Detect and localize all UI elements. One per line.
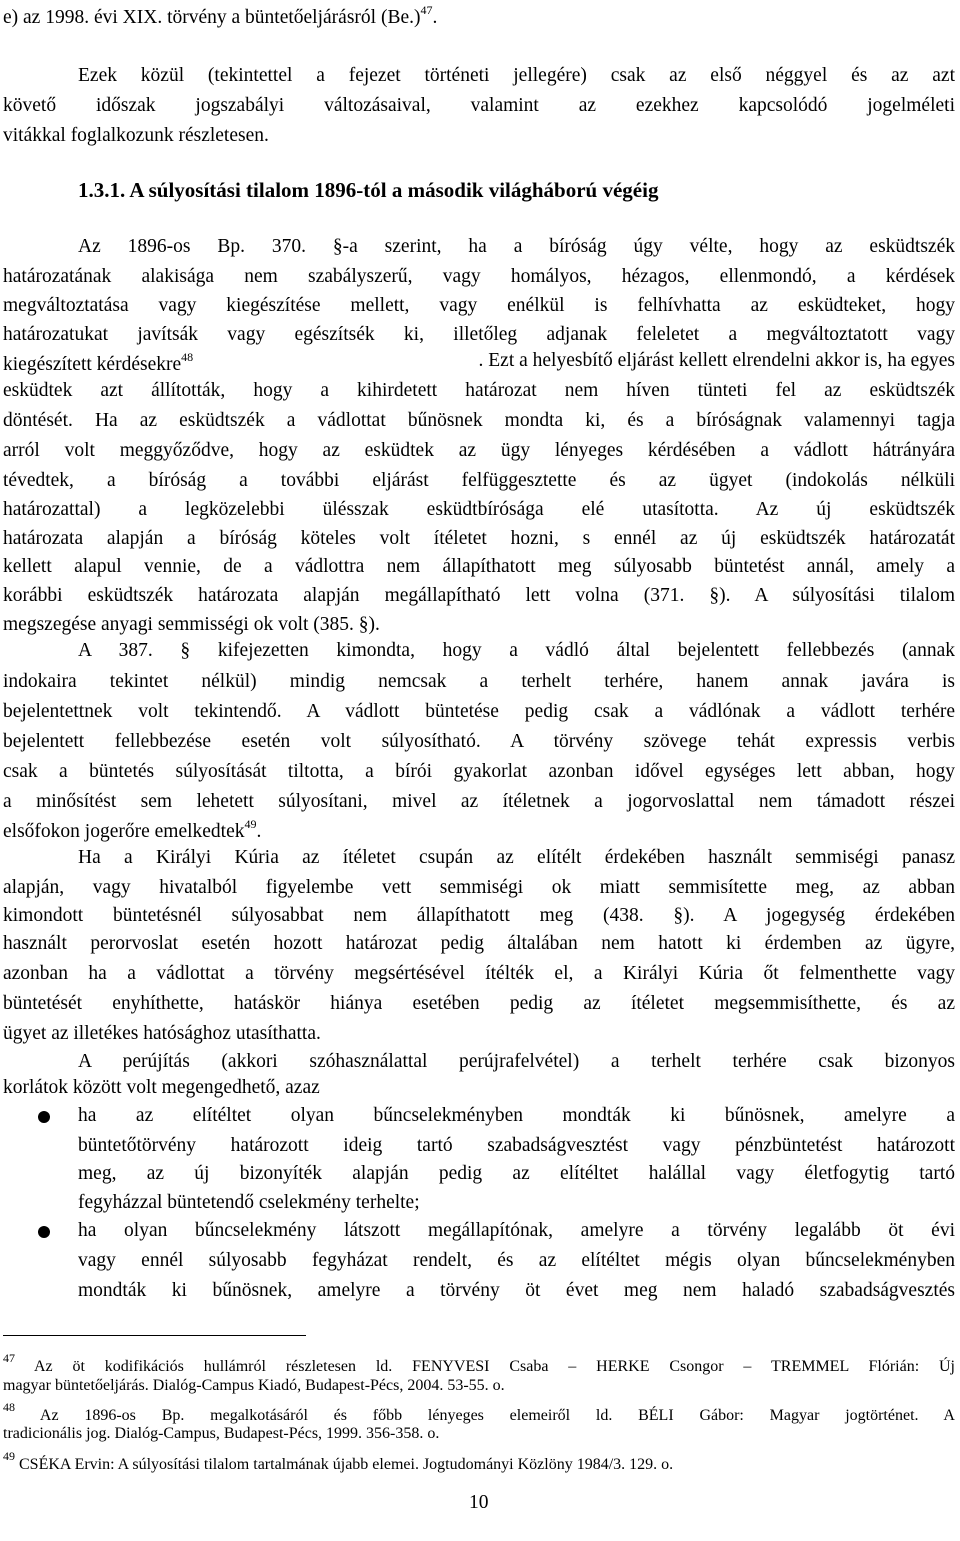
paragraph-line: Az 1896-os Bp. 370. §-a szerint, ha a bíróság úgy vélte, hogy az esküdtszék	[78, 236, 955, 257]
bullet-icon	[38, 1111, 50, 1123]
paragraph-line: indokaira tekintet nélkül) mindig nemcsak a terhelt terhére, hanem annak javára is	[3, 671, 955, 692]
footnote-ref: 47	[420, 3, 433, 17]
paragraph-line: Ezek közül (tekintettel a fejezet történeti jellegére) csak az első néggyel és az azt	[78, 65, 955, 86]
footnote-48-cont: tradicionális jog. Dialóg-Campus, Budapest-Pécs, 1999. 356-358. o.	[3, 1425, 440, 1442]
list-item-line: ha az elítéltet olyan bűncselekményben mondták ki bűnösnek, amelyre a	[78, 1105, 955, 1126]
footnote-ref: 49	[244, 817, 257, 831]
paragraph-line: határozattal) a legközelebbi ülésszak esküdtbírósága elé utasította. Az új esküdtszék	[3, 499, 955, 520]
paragraph-line: Ha a Királyi Kúria az ítéletet csupán az elítélt érdekében használt semmiségi panasz	[78, 847, 955, 868]
paragraph-line: elsőfokon jogerőre emelkedtek$^{49}$.	[3, 817, 262, 842]
paragraph-line: döntését. Ha az esküdtszék a vádlottat bűnösnek mondta ki, és a bíróságnak valamennyi tagja	[3, 410, 955, 431]
footnote-47-cont: magyar büntetőeljárás. Dialóg-Campus Kiadó, Budapest-Pécs, 2004. 53-55. o.	[3, 1377, 505, 1394]
paragraph-line: alapján, vagy hivatalból figyelembe vett semmiségi ok miatt semmisítette meg, az abban	[3, 877, 955, 898]
list-item-line: büntetőtörvény határozott ideig tartó szabadságvesztést vagy pénzbüntetést határozott	[78, 1135, 955, 1156]
paragraph-line: esküdtek azt állították, hogy a kihirdetett határozat nem híven tünteti fel az esküdtszék	[3, 380, 955, 401]
paragraph-line: korlátok között volt megengedhető, azaz	[3, 1077, 320, 1098]
list-item-line: meg, az új bizonyíték alapján pedig az elítéltet halállal vagy életfogytig tartó	[78, 1163, 955, 1184]
paragraph-line: tévedtek, a bíróság a további eljárást felfüggesztette és az ügyet (indokolás nélküli	[3, 470, 955, 491]
section-heading: 1.3.1. A súlyosítási tilalom 1896-tól a második világháború végéig	[78, 178, 659, 202]
paragraph-line: A perújítás (akkori szóhasználattal perújrafelvétel) a terhelt terhére csak bizonyos	[78, 1051, 955, 1072]
paragraph-line: követő időszak jogszabályi változásaival, valamint az ezekhez kapcsolódó jogelméleti	[3, 95, 955, 116]
paragraph-line: bejelentett fellebbezése esetén volt súlyosítható. A törvény szövege tehát expressis verbis	[3, 731, 955, 752]
paragraph-line: használt perorvoslat esetén hozott határozat pedig általában nem hatott ki érdemben az ügyre,	[3, 933, 955, 954]
footnote-ref: 48	[181, 350, 194, 364]
paragraph-line: bejelentettnek volt tekintendő. A vádlott büntetése pedig csak a vádlónak a vádlott terhére	[3, 701, 955, 722]
paragraph-line: csak a büntetés súlyosítását tiltotta, a bírói gyakorlat azonban idővel egységes lett abban, hogy	[3, 761, 955, 782]
paragraph-line: kellett alapul vennie, de a vádlottra nem állapíthatott meg súlyosabb büntetést annál, amely a	[3, 556, 955, 577]
footnote-49: $^{49}$ CSÉKA Ervin: A súlyosítási tilalom tartalmának újabb elemei. Jogtudományi Közlöny 1984/3. 129. o.	[3, 1449, 674, 1473]
paragraph-line: határozatának alakisága nem szabályszerű, vagy homályos, hézagos, ellenmondó, a kérdések	[3, 266, 955, 287]
paragraph-line: ügyet az illetékes hatósághoz utasíthatta.	[3, 1023, 321, 1044]
list-item-line: ha olyan bűncselekmény látszott megállapítónak, amelyre a törvény legalább öt évi	[78, 1220, 955, 1241]
paragraph-line: határozata alapján a bíróság köteles volt ítéletet hozni, s ennél az új esküdtszék határozatát	[3, 528, 955, 549]
bullet-icon	[38, 1226, 50, 1238]
paragraph-line: korábbi esküdtszék határozata alapján megállapítható lett volna (371. §). A súlyosítási tilalom	[3, 585, 955, 606]
paragraph-line: megszegése anyagi semmisségi ok volt (385. §).	[3, 614, 380, 635]
list-item-line: fegyházzal büntetendő cselekmény terhelte;	[78, 1192, 420, 1213]
paragraph-line: kiegészített kérdésekre$^{48}$ . Ezt a helyesbítő eljárást kellett elrendelni akkor is, ha egyes	[3, 350, 955, 375]
paragraph-line: kimondott büntetésnél súlyosabbat nem állapíthatott meg (438. §). A jogegység érdekében	[3, 905, 955, 926]
paragraph-line: megváltoztatása vagy kiegészítése mellett, vagy enélkül is felhívhatta az esküdteket, hogy	[3, 295, 955, 316]
paragraph-line: büntetését enyhíthette, hatáskör hiánya esetében pedig az ítéletet megsemmisíthette, és az	[3, 993, 955, 1014]
paragraph-line: a minősítést sem lehetett súlyosítani, mivel az ítéletnek a jogorvoslattal nem támadott részei	[3, 791, 955, 812]
footnote-separator	[3, 1335, 306, 1336]
top-line: e) az 1998. évi XIX. törvény a büntetőeljárásról $(Be.)^{47}$.	[3, 3, 438, 28]
list-item-line: mondták ki bűnösnek, amelyre a törvény öt évet meg nem haladó szabadságvesztés	[78, 1280, 955, 1301]
footnote-47: $^{47}$ Az öt kodifikációs hullámról részletesen ld. FENYVESI Csaba – HERKE Csongor – TREMMEL Flórián: Új	[3, 1351, 955, 1375]
page-number: 10	[469, 1492, 489, 1513]
paragraph-line: azonban ha a vádlottat a törvény megsértésével ítélték el, a Királyi Kúria őt felmenthette vagy	[3, 963, 955, 984]
list-item-line: vagy ennél súlyosabb fegyházat rendelt, és az elítéltet mégis olyan bűncselekményben	[78, 1250, 955, 1271]
footnote-48: $^{48}$ Az 1896-os Bp. megalkotásáról és főbb lényeges elemeiről ld. BÉLI Gábor: Magyar jogtörténet. A	[3, 1400, 955, 1424]
paragraph-line: arról volt meggyőződve, hogy az esküdtek az ügy lényeges kérdésében a vádlott hátrányára	[3, 440, 955, 461]
paragraph-line: A 387. § kifejezetten kimondta, hogy a vádló által bejelentett fellebbezés (annak	[78, 640, 955, 661]
paragraph-line: vitákkal foglalkozunk részletesen.	[3, 125, 269, 146]
paragraph-line: határozatukat javítsák vagy egészítsék ki, illetőleg adjanak feleletet a megváltoztatott vagy	[3, 324, 955, 345]
